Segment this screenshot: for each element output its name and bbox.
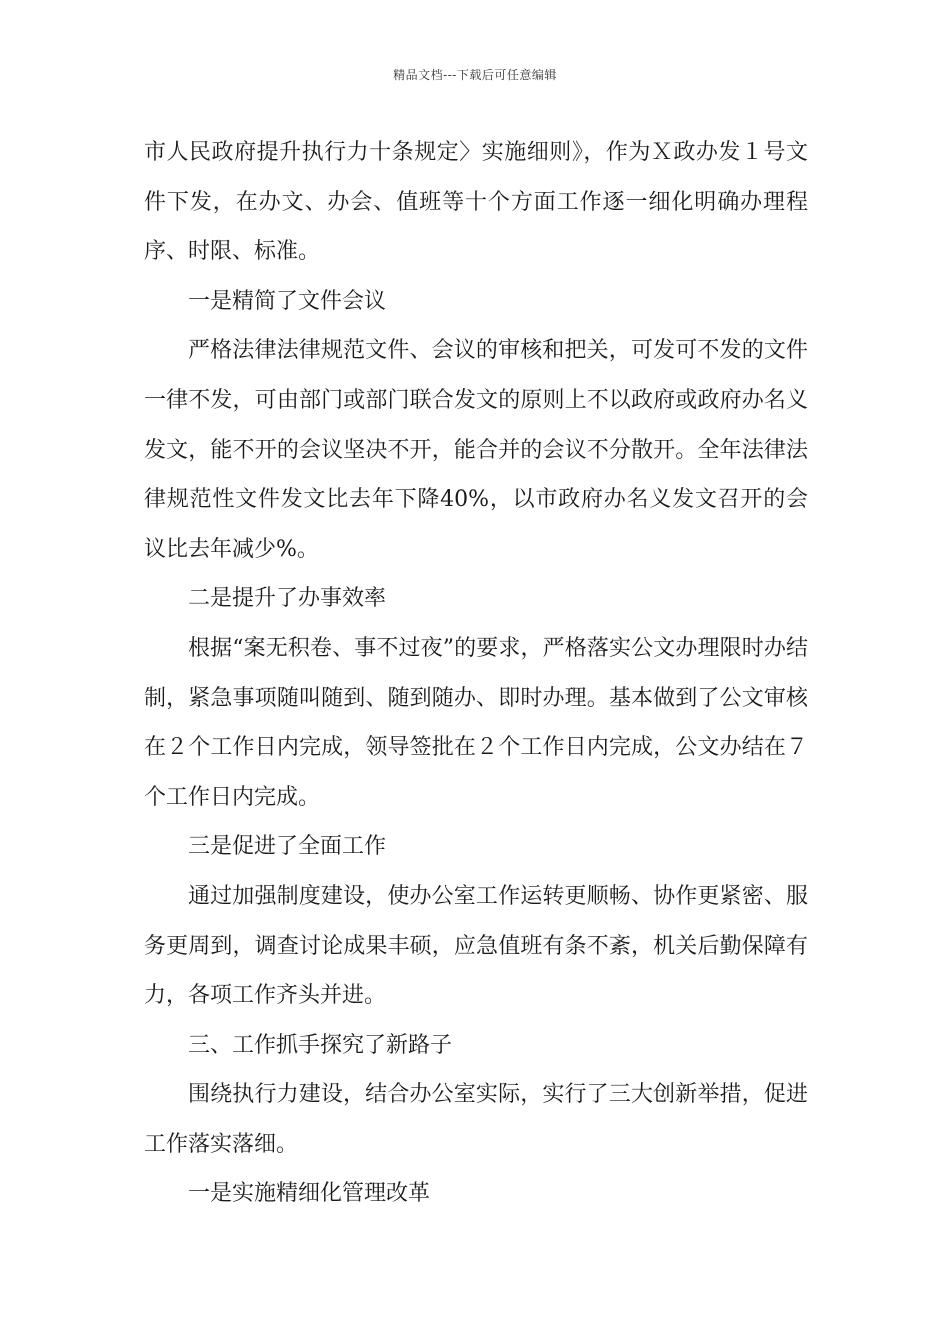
section-heading-new-approach: 三、工作抓手探究了新路子 [188, 1032, 453, 1058]
paragraph-continuation: 市人民政府提升执行力十条规定〉实施细则》，作为Ｘ政办发１号文件下发，在办文、办会、值班等十个方面工作逐一细化明确办理程序、时限、标准。 [144, 140, 808, 265]
subheading-refined-management: 一是实施精细化管理改革 [188, 1181, 431, 1207]
subheading-streamline-documents: 一是精简了文件会议 [188, 288, 387, 314]
paragraph-new-approach: 围绕执行力建设，结合办公室实际，实行了三大创新举措，促进工作落实落细。 [144, 1082, 808, 1157]
page-header: 精品文档---下载后可任意编辑 [393, 68, 557, 82]
subheading-efficiency: 二是提升了办事效率 [188, 586, 387, 612]
document-body [144, 128, 808, 1219]
subheading-overall-work: 三是促进了全面工作 [188, 834, 387, 860]
paragraph-overall-work: 通过加强制度建设，使办公室工作运转更顺畅、协作更紧密、服务更周到，调查讨论成果丰硕，应急值班有条不紊，机关后勤保障有力，各项工作齐头并进。 [144, 883, 808, 1009]
paragraph-efficiency: 根据“案无积卷、事不过夜”的要求，严格落实公文办理限时办结制，紧急事项随叫随到、随到随办、即时办理。基本做到了公文审核在２个工作日内完成，领导签批在２个工作日内完成，公文办结在７个工作日内完成。 [144, 635, 808, 810]
paragraph-documents-meetings: 严格法律法律规范文件、会议的审核和把关，可发可不发的文件一律不发，可由部门或部门联合发文的原则上不以政府或政府办名义发文，能不开的会议坚决不开，能合并的会议不分散开。全年法律法律规范性文件发文比去年下降40%，以市政府办名义发文召开的会议比去年减少%。 [144, 338, 808, 562]
